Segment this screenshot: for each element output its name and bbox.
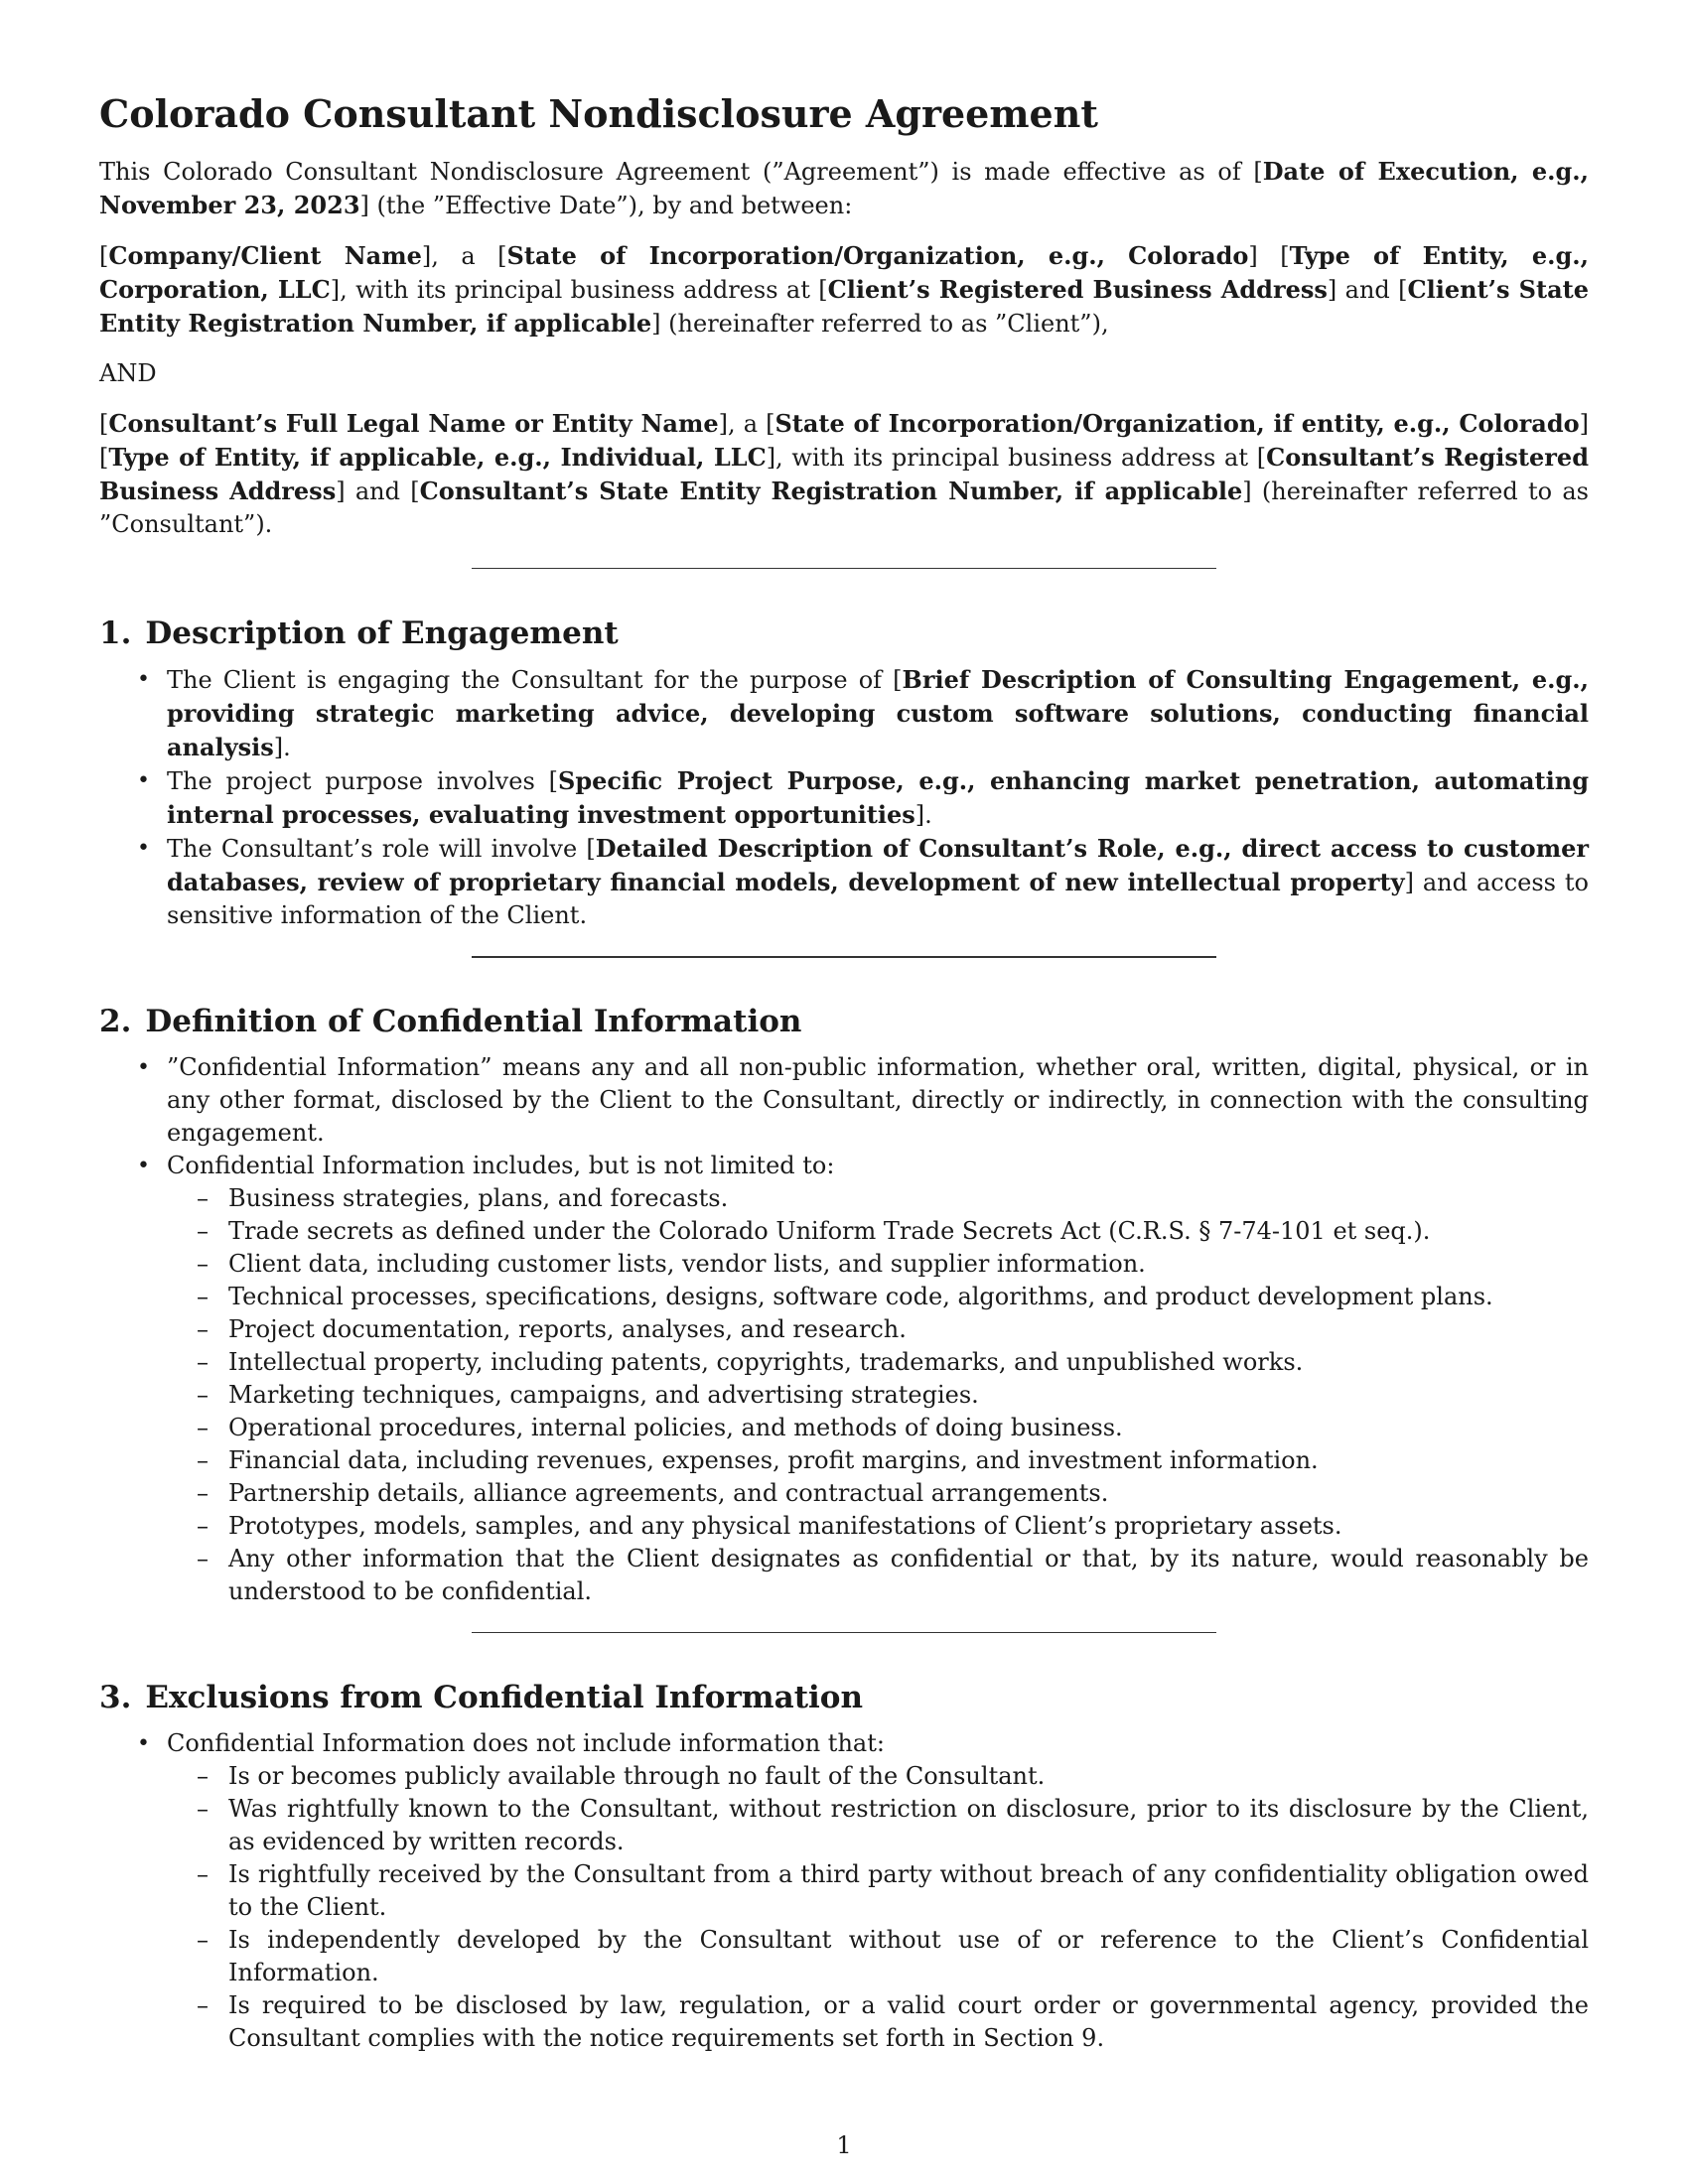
consultant-text: ] and [ [336, 478, 420, 505]
section-3-sublist [167, 1760, 1589, 2055]
bullet-icon: • [137, 836, 150, 861]
horizontal-rule [472, 568, 1216, 569]
sublist-item [167, 1215, 1589, 1248]
sublist-text: Financial data, including revenues, expenses, profit margins, and investment information. [228, 1446, 1319, 1474]
bullet-icon: • [137, 1055, 150, 1080]
sublist-text: Trade secrets as defined under the Colorado Uniform Trade Secrets Act (C.R.S. § 7-74-101 et seq.). [228, 1217, 1431, 1245]
client-placeholder-entity-type: Type of Entity, e.g., Corporation, LLC [99, 241, 1589, 304]
placeholder-engagement-description: Brief Description of Consulting Engagement, e.g., providing strategic marketing advice, developing custom software solutions, conducting financial analysis [167, 665, 1590, 761]
sublist-item [167, 1793, 1589, 1858]
bullet-icon: • [137, 768, 150, 793]
section-divider [99, 1622, 1589, 1678]
sublist-item [167, 1760, 1589, 1793]
sublist-text: Intellectual property, including patents, copyrights, trademarks, and unpublished works. [228, 1348, 1304, 1376]
sublist-item [167, 1543, 1589, 1608]
document-page [99, 91, 1589, 2069]
dash-icon: – [197, 1512, 209, 1540]
intro-text: ] (the ”Effective Date”), by and between: [359, 192, 853, 219]
client-text: ] (hereinafter referred to as ”Client”), [651, 310, 1109, 338]
dash-icon: – [197, 1762, 209, 1790]
sublist-item [167, 1346, 1589, 1379]
page-number: 1 [836, 2131, 852, 2159]
section-number: 1. [99, 615, 132, 651]
sublist-item [167, 1444, 1589, 1477]
section-3-list [99, 1727, 1589, 2055]
dash-icon: – [197, 1184, 209, 1212]
section-title: Description of Engagement [145, 615, 619, 651]
consultant-text: [ [99, 410, 109, 438]
dash-icon: – [197, 1348, 209, 1376]
list-item [99, 1051, 1589, 1150]
bullet-icon: • [137, 667, 150, 692]
consultant-paragraph [99, 407, 1589, 541]
horizontal-rule [472, 1632, 1216, 1633]
client-text: ] and [ [1327, 276, 1408, 304]
list-text: The project purpose involves [ [167, 767, 558, 795]
consultant-placeholder-entity-type: Type of Entity, if applicable, e.g., Individual, LLC [108, 443, 767, 472]
sublist-item [167, 1924, 1589, 1989]
sublist-text: Marketing techniques, campaigns, and advertising strategies. [228, 1381, 979, 1409]
dash-icon: – [197, 1446, 209, 1474]
client-text: ], a [ [421, 242, 507, 270]
bullet-icon: • [137, 1731, 150, 1756]
and-text: AND [99, 359, 157, 387]
list-text: The Consultant’s role will involve [ [167, 835, 596, 863]
dash-icon: – [197, 1545, 209, 1572]
section-title: Exclusions from Confidential Information [145, 1680, 864, 1715]
section-2-sublist [167, 1182, 1589, 1608]
list-item [99, 663, 1589, 764]
sublist-text: Prototypes, models, samples, and any physical manifestations of Client’s proprietary assets. [228, 1512, 1342, 1540]
consultant-placeholder-name: Consultant’s Full Legal Name or Entity Name [108, 409, 719, 438]
list-item [99, 764, 1589, 832]
dash-icon: – [197, 1381, 209, 1409]
sublist-text: Is independently developed by the Consultant without use of or reference to the Client’s Confidential Information. [228, 1926, 1589, 1986]
intro-placeholder-date: Date of Execution, e.g., November 23, 2023 [99, 157, 1590, 219]
intro-paragraph [99, 155, 1589, 222]
sublist-text: Is required to be disclosed by law, regulation, or a valid court order or governmental agency, provided the Consultant complies with the notice requirements set forth in Section 9. [228, 1991, 1589, 2052]
list-text: ]. [273, 734, 291, 761]
dash-icon: – [197, 1217, 209, 1245]
client-placeholder-name: Company/Client Name [108, 241, 422, 270]
consultant-placeholder-state: State of Incorporation/Organization, if entity, e.g., Colorado [774, 409, 1580, 438]
sublist-item [167, 1477, 1589, 1510]
section-divider [99, 558, 1589, 614]
sublist-item [167, 1379, 1589, 1412]
section-1-list [99, 663, 1589, 932]
dash-icon: – [197, 1795, 209, 1823]
dash-icon: – [197, 1414, 209, 1441]
section-3-heading [99, 1678, 1589, 1717]
section-number: 2. [99, 1004, 132, 1039]
section-divider [99, 946, 1589, 1002]
bullet-icon: • [137, 1154, 150, 1178]
dash-icon: – [197, 1926, 209, 1954]
consultant-placeholder-registration: Consultant’s State Entity Registration Number, if applicable [419, 477, 1243, 505]
client-placeholder-state: State of Incorporation/Organization, e.g., Colorado [506, 241, 1249, 270]
list-text: Confidential Information does not include information that: [167, 1729, 885, 1757]
intro-text: This Colorado Consultant Nondisclosure Agreement (”Agreement”) is made effective as of [ [99, 158, 1263, 186]
placeholder-project-purpose: Specific Project Purpose, e.g., enhancing market penetration, automating internal processes, evaluating investment opportunities [167, 766, 1589, 829]
dash-icon: – [197, 1860, 209, 1888]
dash-icon: – [197, 1315, 209, 1343]
sublist-text: Is rightfully received by the Consultant from a third party without breach of any confidentiality obligation owed to the Client. [228, 1860, 1589, 1921]
horizontal-rule [472, 956, 1216, 958]
list-text: ] and access to sensitive information of the Client. [167, 869, 1589, 929]
sublist-text: Was rightfully known to the Consultant, without restriction on disclosure, prior to its disclosure by the Client, as evidenced by written records. [228, 1795, 1589, 1855]
sublist-text: Partnership details, alliance agreements, and contractual arrangements. [228, 1479, 1109, 1507]
client-text: ], with its principal business address at [ [330, 276, 828, 304]
dash-icon: – [197, 1250, 209, 1278]
client-text: [ [99, 242, 109, 270]
list-text: ”Confidential Information” means any and all non-public information, whether oral, written, digital, physical, or in any other format, disclosed by the Client to the Consultant, directly or indirectly, in connection with the consulting engagement. [167, 1053, 1589, 1147]
sublist-text: Any other information that the Client designates as confidential or that, by its nature, would reasonably be understood to be confidential. [228, 1545, 1589, 1605]
sublist-item [167, 1858, 1589, 1924]
client-paragraph [99, 239, 1589, 341]
sublist-text: Technical processes, specifications, designs, software code, algorithms, and product development plans. [228, 1283, 1493, 1310]
sublist-item [167, 1510, 1589, 1543]
consultant-text: ], a [ [718, 410, 775, 438]
sublist-text: Client data, including customer lists, vendor lists, and supplier information. [228, 1250, 1146, 1278]
sublist-item [167, 1412, 1589, 1444]
dash-icon: – [197, 1991, 209, 2019]
sublist-item [167, 1182, 1589, 1215]
dash-icon: – [197, 1283, 209, 1310]
list-item [99, 1150, 1589, 1608]
list-text: The Client is engaging the Consultant for the purpose of [ [167, 666, 903, 694]
section-number: 3. [99, 1680, 132, 1715]
section-2-heading [99, 1002, 1589, 1041]
list-item [99, 1727, 1589, 2055]
consultant-placeholder-address: Consultant’s Registered Business Address [99, 443, 1589, 505]
sublist-text: Operational procedures, internal policies, and methods of doing business. [228, 1414, 1123, 1441]
document-title: Colorado Consultant Nondisclosure Agreement [99, 91, 1098, 136]
sublist-text: Is or becomes publicly available through no fault of the Consultant. [228, 1762, 1046, 1790]
list-text: Confidential Information includes, but is not limited to: [167, 1152, 835, 1179]
client-text: ] [ [1248, 242, 1290, 270]
client-placeholder-address: Client’s Registered Business Address [827, 275, 1328, 304]
sublist-item [167, 1281, 1589, 1313]
list-item [99, 832, 1589, 932]
list-text: ]. [914, 801, 932, 829]
sublist-text: Business strategies, plans, and forecasts. [228, 1184, 729, 1212]
placeholder-consultant-role: Detailed Description of Consultant’s Role, e.g., direct access to customer databases, review of proprietary financial models, development of new intellectual property [167, 834, 1590, 896]
client-placeholder-registration: Client’s State Entity Registration Number, if applicable [99, 275, 1589, 338]
dash-icon: – [197, 1479, 209, 1507]
consultant-text: ] [ [99, 410, 1590, 472]
section-title: Definition of Confidential Information [145, 1004, 802, 1039]
section-2-list [99, 1051, 1589, 1608]
sublist-item [167, 1248, 1589, 1281]
consultant-text: ] (hereinafter referred to as ”Consultant”). [99, 478, 1589, 538]
sublist-item [167, 1989, 1589, 2055]
sublist-item [167, 1313, 1589, 1346]
sublist-text: Project documentation, reports, analyses, and research. [228, 1315, 907, 1343]
section-1-heading [99, 614, 1589, 653]
consultant-text: ], with its principal business address at [ [766, 444, 1267, 472]
